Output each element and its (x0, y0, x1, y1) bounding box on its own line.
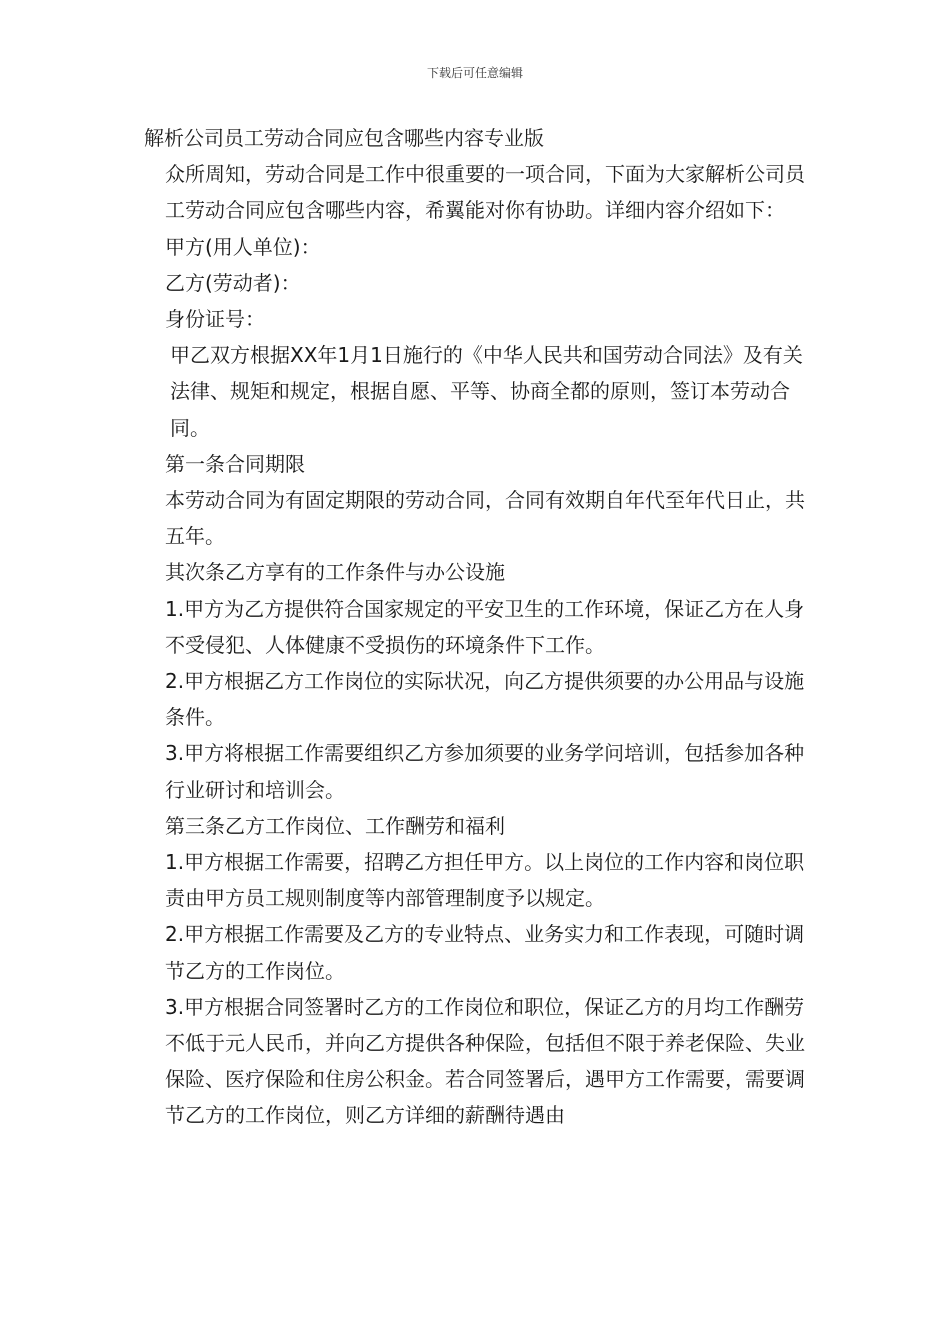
paragraph: 身份证号： (165, 307, 265, 332)
paragraph: 第三条乙方工作岗位、工作酬劳和福利 (165, 813, 505, 838)
paragraph: 3.甲方根据合同签署时乙方的工作岗位和职位，保证乙方的月均工作酬劳不低于元人民币，并向乙方提供各种保险，包括但不限于养老保险、失业保险、医疗保险和住房公积金。若合同签署后，遇甲方工作需要，需要调节乙方的工作岗位，则乙方详细的薪酬待遇由 (165, 994, 805, 1128)
page-header: 下载后可任意编辑 (426, 66, 523, 80)
paragraph: 众所周知，劳动合同是工作中很重要的一项合同，下面为大家解析公司员工劳动合同应包含哪些内容，希翼能对你有协助。详细内容介绍如下： (165, 162, 805, 223)
paragraph: 1.甲方根据工作需要，招聘乙方担任甲方。以上岗位的工作内容和岗位职责由甲方员工规则制度等内部管理制度予以规定。 (165, 850, 805, 911)
paragraph: 3.甲方将根据工作需要组织乙方参加须要的业务学问培训，包括参加各种行业研讨和培训会。 (165, 741, 805, 802)
document-body (144, 120, 810, 1134)
paragraph: 2.甲方根据乙方工作岗位的实际状况，向乙方提供须要的办公用品与设施条件。 (165, 669, 805, 730)
paragraph: 乙方(劳动者)： (165, 270, 301, 295)
paragraph: 1.甲方为乙方提供符合国家规定的平安卫生的工作环境，保证乙方在人身不受侵犯、人体健康不受损伤的环境条件下工作。 (165, 596, 805, 657)
paragraph: 其次条乙方享有的工作条件与办公设施 (165, 560, 505, 585)
paragraph: 2.甲方根据工作需要及乙方的专业特点、业务实力和工作表现，可随时调节乙方的工作岗位。 (165, 922, 805, 983)
paragraph: 甲乙双方根据XX年1月1日施行的《中华人民共和国劳动合同法》及有关法律、规矩和规定，根据自愿、平等、协商全都的原则，签订本劳动合同。 (170, 343, 803, 440)
paragraph: 本劳动合同为有固定期限的劳动合同，合同有效期自年代至年代日止，共五年。 (165, 488, 805, 549)
paragraph: 第一条合同期限 (165, 451, 305, 476)
paragraph: 甲方(用人单位)： (165, 234, 321, 259)
document-title: 解析公司员工劳动合同应包含哪些内容专业版 (144, 126, 544, 150)
